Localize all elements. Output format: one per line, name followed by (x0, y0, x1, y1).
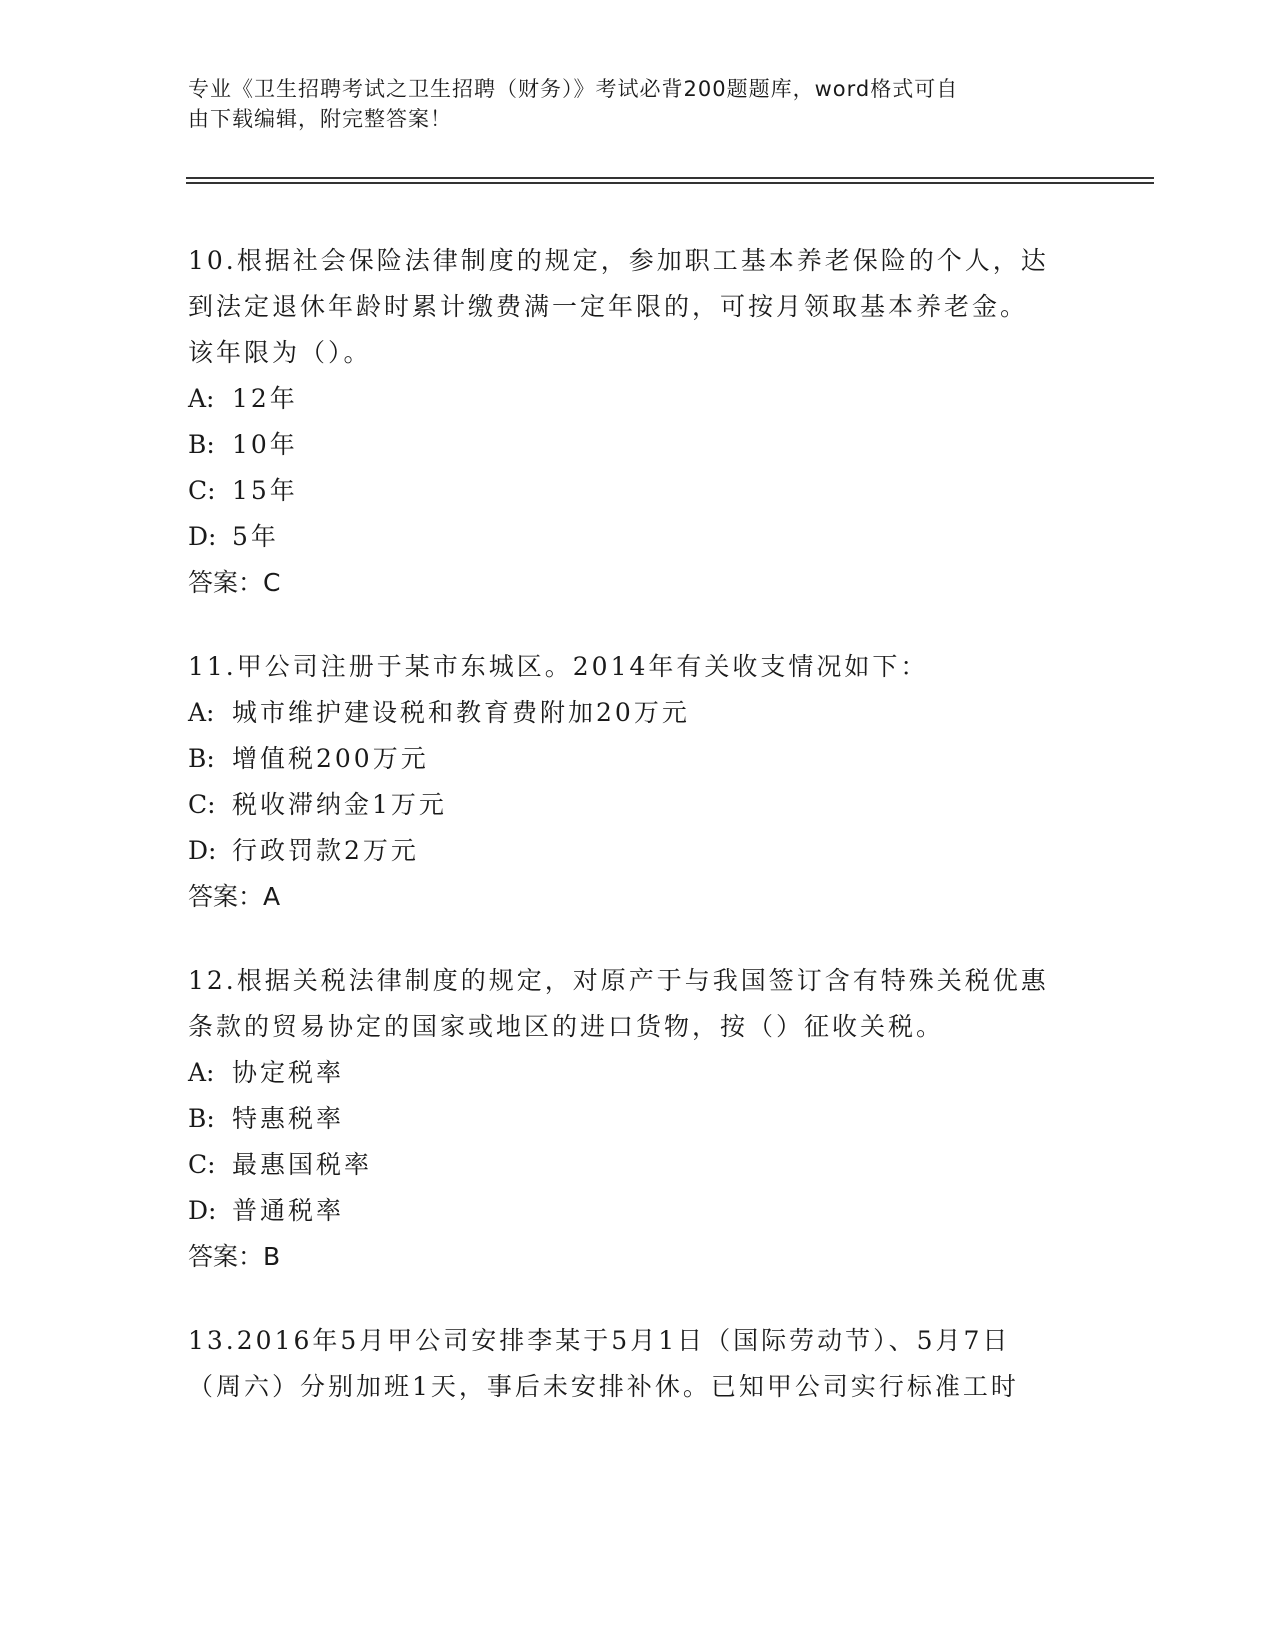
option-text: 特惠税率 (232, 1104, 345, 1133)
answer-text: 答案：A (188, 882, 281, 911)
option-item (188, 376, 1088, 422)
question-text: 条款的贸易协定的国家或地区的进口货物，按（）征收关税。 (188, 1012, 945, 1041)
option-text: 协定税率 (232, 1058, 345, 1087)
question-text: 到法定退休年龄时累计缴费满一定年限的，可按月领取基本养老金。 (188, 292, 1029, 321)
option-text: 普通税率 (232, 1196, 345, 1225)
option-letter: C: (188, 1150, 216, 1179)
option-item (188, 1188, 1088, 1234)
option-item (188, 1050, 1088, 1096)
header-line: 专业《卫生招聘考试之卫生招聘（财务）》考试必背200题题库，word格式可自 (188, 77, 959, 101)
option-letter: C: (188, 476, 216, 505)
header-line: 由下载编辑，附完整答案！ (188, 107, 452, 131)
option-item (188, 782, 1088, 828)
question-block (188, 644, 1088, 920)
answer-text: 答案：B (188, 1242, 281, 1271)
question-text: 12.根据关税法律制度的规定，对原产于与我国签订含有特殊关税优惠 (188, 966, 1049, 995)
option-text: 15年 (232, 476, 298, 505)
option-letter: B: (188, 430, 215, 459)
question-text: （周六）分别加班1天，事后未安排补休。已知甲公司实行标准工时 (188, 1372, 1019, 1401)
option-item (188, 1096, 1088, 1142)
option-letter: A: (188, 384, 215, 413)
option-item (188, 690, 1088, 736)
option-letter: A: (188, 698, 215, 727)
option-text: 12年 (232, 384, 298, 413)
header-divider (186, 182, 1154, 184)
question-text: 10.根据社会保险法律制度的规定，参加职工基本养老保险的个人，达 (188, 246, 1049, 275)
header-divider (186, 177, 1154, 179)
option-letter: C: (188, 790, 216, 819)
option-text: 10年 (232, 430, 298, 459)
question-text: 11.甲公司注册于某市东城区。2014年有关收支情况如下： (188, 652, 929, 681)
option-item (188, 468, 1088, 514)
option-item (188, 514, 1088, 560)
option-letter: D: (188, 522, 217, 551)
question-list (188, 238, 1088, 1448)
question-block (188, 1318, 1088, 1410)
option-letter: B: (188, 744, 215, 773)
option-text: 行政罚款2万元 (232, 836, 419, 865)
option-item (188, 736, 1088, 782)
option-text: 城市维护建设税和教育费附加20万元 (232, 698, 690, 727)
question-block (188, 238, 1088, 606)
option-letter: D: (188, 836, 217, 865)
question-text: 该年限为（）。 (188, 338, 372, 367)
option-item (188, 1142, 1088, 1188)
option-text: 最惠国税率 (232, 1150, 373, 1179)
answer-text: 答案：C (188, 568, 281, 597)
option-item (188, 828, 1088, 874)
option-letter: B: (188, 1104, 215, 1133)
option-letter: A: (188, 1058, 215, 1087)
option-letter: D: (188, 1196, 217, 1225)
question-block (188, 958, 1088, 1280)
option-text: 增值税200万元 (232, 744, 429, 773)
option-text: 5年 (232, 522, 279, 551)
option-item (188, 422, 1088, 468)
option-text: 税收滞纳金1万元 (232, 790, 447, 819)
document-header (188, 74, 1068, 134)
question-text: 13.2016年5月甲公司安排李某于5月1日（国际劳动节）、5月7日 (188, 1326, 1011, 1355)
